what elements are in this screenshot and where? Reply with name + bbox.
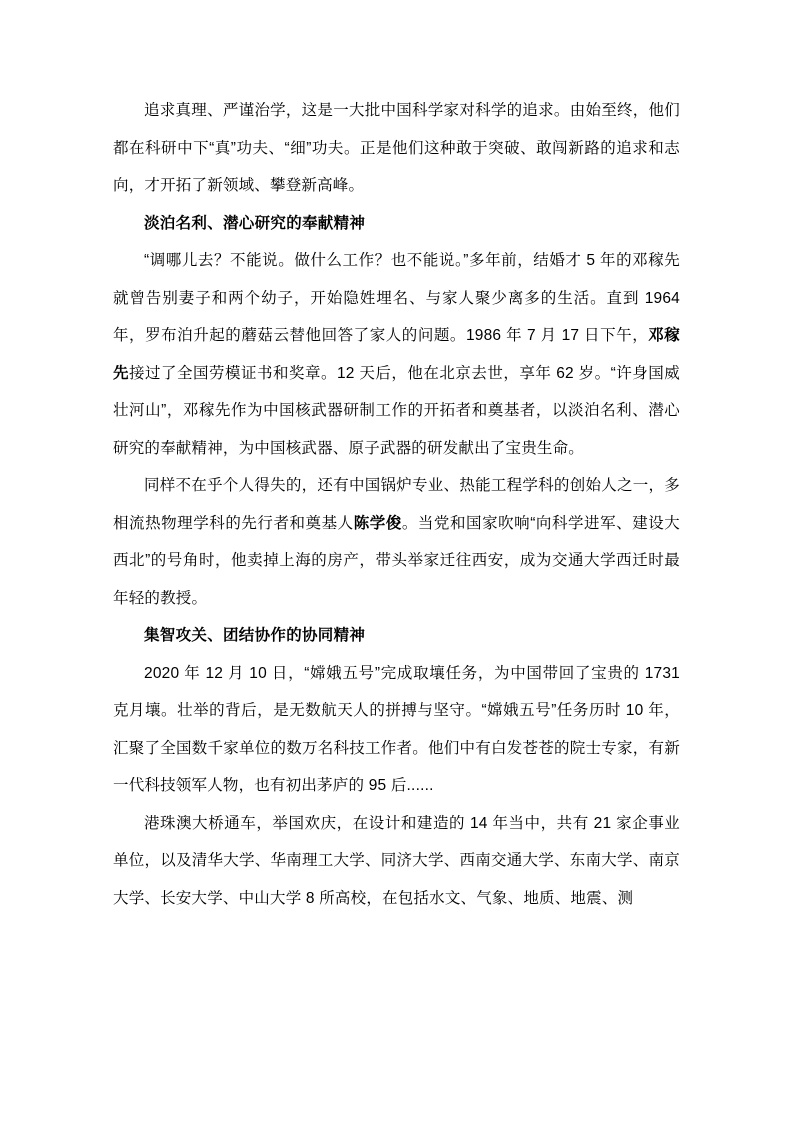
text-run: 追求真理、严谨治学，这是一大批中国科学家对科学的追求。由始至终，他们都在科研中下“真”功夫、“细”功夫。正是他们这种敢于突破、敢闯新路的追求和志向，才开拓了新领域、攀登新高峰。 (113, 102, 680, 194)
paragraph-change-five (113, 655, 680, 805)
emphasized-text: 集智攻关、团结协作的协同精神 (144, 627, 366, 644)
text-run: 同样不在乎个人得失的，还有中国锅炉专业、热能工程学科的创始人之一，多相流热物理学科的先行者和奠基人 (113, 477, 680, 532)
document-body (113, 92, 680, 917)
text-run: 接过了全国劳模证书和奖章。12 天后，他在北京去世，享年 62 岁。“许身国威壮河山”，邓稼先作为中国核武器研制工作的开拓者和奠基者，以淡泊名利、潜心研究的奉献精神，为中国核武器、原子武器的研发献出了宝贵生命。 (113, 364, 680, 457)
emphasized-text: 邓稼先 (113, 327, 680, 382)
paragraph-deng-jiaxian (113, 242, 680, 467)
heading-collaboration-spirit (113, 617, 680, 655)
heading-dedication-spirit (113, 205, 680, 243)
emphasized-text: 淡泊名利、潜心研究的奉献精神 (144, 214, 366, 232)
text-run: 港珠澳大桥通车，举国欢庆，在设计和建造的 14 年当中，共有 21 家企事业单位，以及清华大学、华南理工大学、同济大学、西南交通大学、东南大学、南京大学、长安大学、中山大学 8 所高校，在包括水文、气象、地质、地震、测 (113, 814, 680, 907)
paragraph-pursuit-of-truth (113, 92, 680, 205)
text-run: “调哪儿去？不能说。做什么工作？也不能说。”多年前，结婚才 5 年的邓稼先就曾告别妻子和两个幼子，开始隐姓埋名、与家人聚少离多的生活。直到 1964 年，罗布泊升起的蘑菇云替他回答了家人的问题。1986 年 7 月 17 日下午， (113, 252, 680, 344)
text-run: 2020 年 12 月 10 日，“嫦娥五号”完成取壤任务，为中国带回了宝贵的 1731 克月壤。壮举的背后，是无数航天人的拼搏与坚守。“嫦娥五号”任务历时 10 年，汇聚了全国数千家单位的数万名科技工作者。他们中有白发苍苍的院士专家，有新一代科技领军人物，也有初出茅庐的 95 后...... (113, 664, 680, 794)
emphasized-text: 陈学俊 (353, 514, 402, 532)
paragraph-chen-xuejun (113, 467, 680, 617)
text-run: 。当党和国家吹响“向科学进军、建设大西北”的号角时，他卖掉上海的房产，带头举家迁往西安，成为交通大学西迁时最年轻的教授。 (113, 514, 680, 607)
paragraph-hzmb-bridge (113, 805, 680, 918)
